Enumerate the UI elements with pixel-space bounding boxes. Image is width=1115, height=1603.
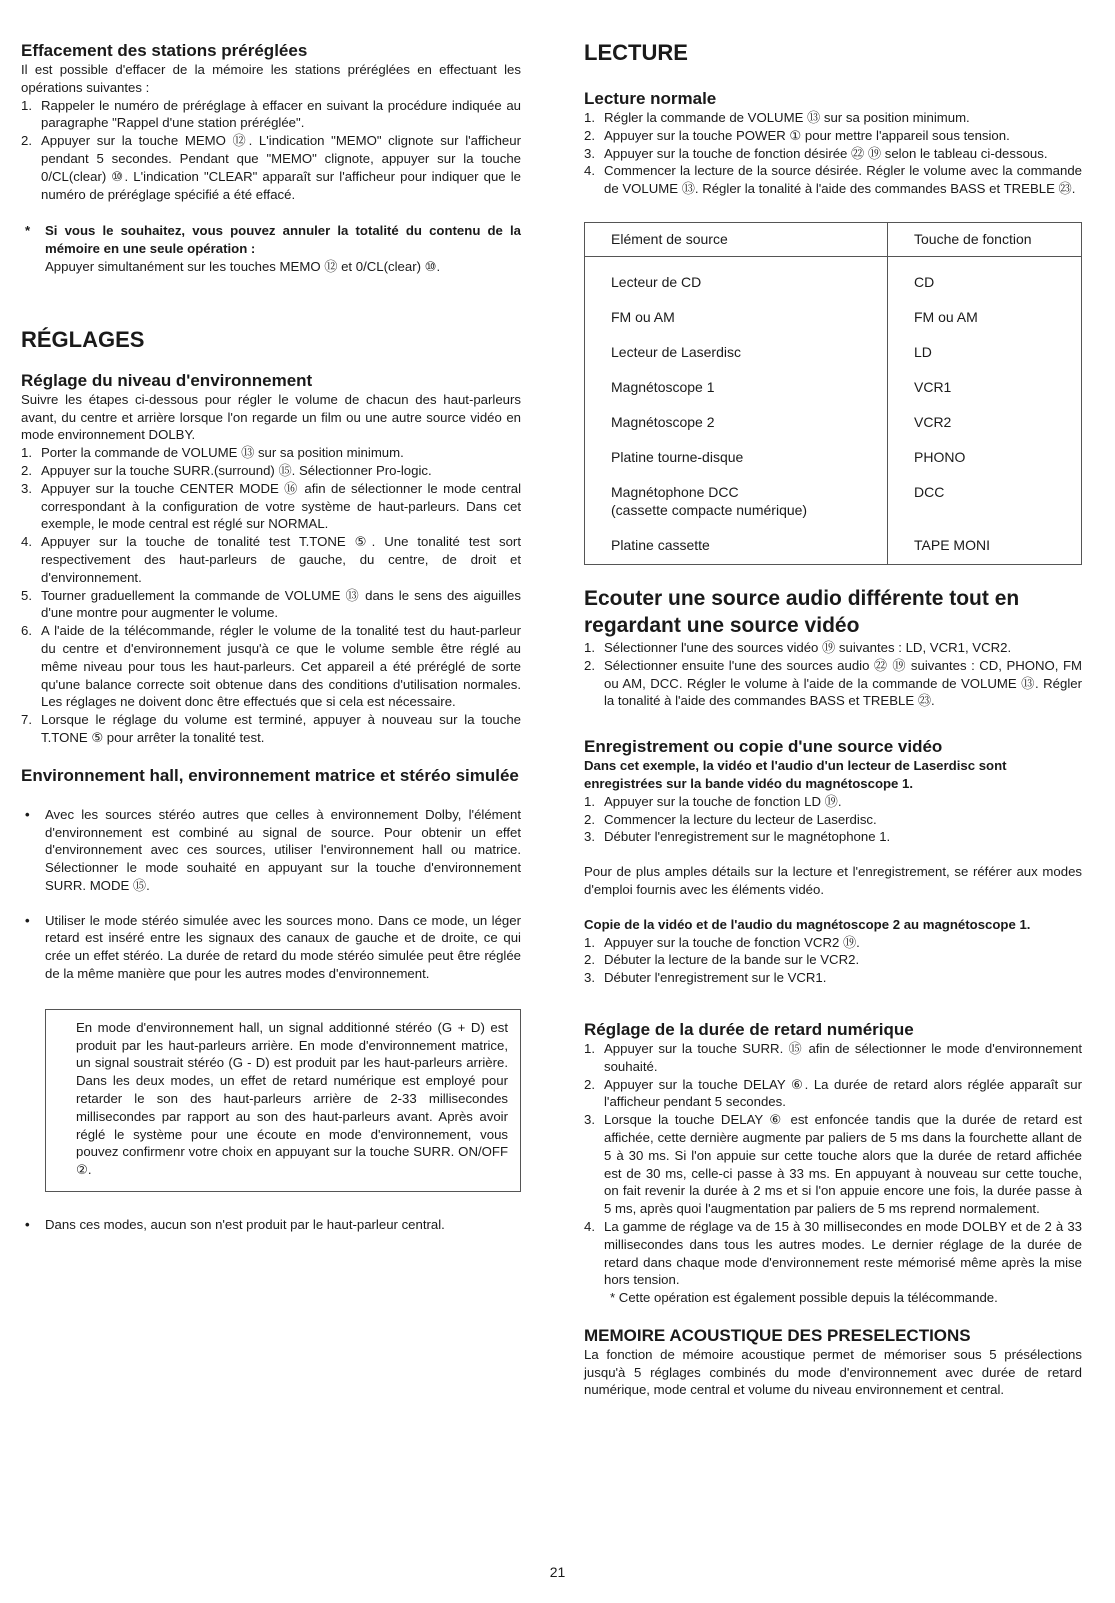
list-item: 5. Tourner graduellement la commande de VOLUME ⑬ dans le sens des aiguilles d'une montre pour augmenter le volume.: [21, 587, 521, 621]
table-row: [585, 474, 1082, 527]
niveau-steps: [21, 444, 521, 747]
list-item: 3. Appuyer sur la touche de fonction désirée ㉒ ⑲ selon le tableau ci-dessous.: [584, 145, 1048, 161]
list-item: 1. Régler la commande de VOLUME ⑬ sur sa position minimum.: [584, 110, 970, 125]
retard-steps: [584, 1040, 1082, 1289]
lecture-title: LECTURE: [584, 40, 688, 65]
list-item: 2. Appuyer sur la touche SURR.(surround) ⑮. Sélectionner Pro-logic.: [21, 462, 432, 478]
list-item: 2. Appuyer sur la touche MEMO ⑫. L'indication "MEMO" clignote sur l'afficheur pendant 5 secondes. Pendant que "MEMO" clignote, appuyer sur la touche 0/CL(clear) ⑩. L'indication "CLEAR" apparaît sur l'afficheur pour indiquer que le numéro de préréglage spécifié a été effacé.: [21, 133, 521, 202]
table-cell: Lecteur de CD: [585, 256, 888, 299]
table-row: [585, 334, 1082, 369]
niveau-intro: Suivre les étapes ci-dessous pour régler le volume de chacun des haut-parleurs avant, du centre et arrière lorsque l'on regarde un film ou une autre source vidéo en mode environnement DOLBY.: [21, 391, 521, 443]
table-cell: VCR1: [914, 378, 952, 395]
copie-steps: [584, 934, 1082, 987]
table-row: [585, 299, 1082, 334]
effacement-bullet-text: Appuyer simultanément sur les touches MEMO ⑫ et 0/CL(clear) ⑩.: [45, 258, 441, 274]
table-row: [585, 256, 1082, 299]
left-column: [21, 40, 521, 1234]
copie-title: Copie de la vidéo et de l'audio du magnétoscope 2 au magnétoscope 1.: [584, 916, 1031, 932]
environnement-title: Environnement hall, environnement matrice et stéréo simulée: [21, 765, 519, 785]
source-table: [584, 222, 1082, 565]
effacement-intro: Il est possible d'effacer de la mémoire les stations préréglées en effectuant les opérations suivantes :: [21, 62, 521, 95]
reglages-title: RÉGLAGES: [21, 326, 145, 352]
list-item: 2. Débuter la lecture de la bande sur le VCR2.: [584, 952, 860, 968]
effacement-steps: [21, 97, 521, 204]
table-header-row: [585, 222, 1082, 256]
memoire-title: MEMOIRE ACOUSTIQUE DES PRESELECTIONS: [584, 1325, 971, 1345]
table-cell: TAPE MONI: [914, 536, 990, 553]
enregistrement-title: Enregistrement ou copie d'une source vidéo: [584, 737, 943, 757]
list-item: 1. Appuyer sur la touche de fonction VCR2 ⑲.: [584, 934, 860, 950]
list-item: 4. Commencer la lecture de la source désirée. Régler le volume avec la commande de VOLUME ⑬. Régler la tonalité à l'aide des commandes BASS et TREBLE ㉓.: [584, 163, 1082, 197]
table-row: [585, 527, 1082, 564]
page-number: 21: [549, 1564, 566, 1580]
right-column: [584, 40, 1082, 1399]
section-enregistrement: [584, 736, 1082, 987]
list-item: 1. Sélectionner l'une des sources vidéo ⑲ suivantes : LD, VCR1, VCR2.: [584, 639, 1012, 655]
environnement-bullet-2: • Utiliser le mode stéréo simulée avec les sources mono. Dans ce mode, un léger retard est inséré entre les signaux des canaux de gauche et de droite, ce qui crée un effet stéréo. La durée de retard du mode stéréo simulée peut être réglée de la même manière que pour les autres modes d'environnement.: [25, 912, 521, 982]
effacement-bullet-bold: Si vous le souhaitez, vous pouvez annuler la totalité du contenu de la mémoire en une seule opération :: [45, 223, 521, 257]
enregistrement-steps: [584, 793, 1082, 846]
memoire-text: La fonction de mémoire acoustique permet de mémoriser sous 5 présélections jusqu'à 5 réglages combinés du mode d'environnement avec durée de retard numérique, mode central et volume du niveau environnement et central.: [584, 1346, 1082, 1398]
table-cell: Magnétoscope 1: [585, 369, 888, 404]
list-item: 2. Appuyer sur la touche DELAY ⑥. La durée de retard alors réglée apparaît sur l'afficheur pendant 5 secondes.: [584, 1076, 1082, 1110]
retard-title: Réglage de la durée de retard numérique: [584, 1019, 914, 1039]
list-item: 2. Sélectionner ensuite l'une des sources audio ㉒ ⑲ suivantes : CD, PHONO, FM ou AM, DCC. Régler le volume à l'aide de la commande de VOLUME ⑬. Régler la tonalité à l'aide des commandes BASS et TREBLE ㉓.: [584, 657, 1082, 709]
list-item: 1. Rappeler le numéro de préréglage à effacer en suivant la procédure indiquée au paragraphe "Rappel d'une station préréglée".: [21, 97, 521, 131]
section-reglages: [21, 327, 521, 1234]
list-item: 3. Débuter l'enregistrement sur le magnétophone 1.: [584, 829, 891, 845]
list-item: 1. Porter la commande de VOLUME ⑬ sur sa position minimum.: [21, 445, 404, 461]
lecture-steps: [584, 109, 1082, 198]
section-memoire: [584, 1325, 1082, 1399]
list-item: 3. Lorsque la touche DELAY ⑥ est enfoncée tandis que la durée de retard est affichée, cette dernière augmente par paliers de 5 ms dans la fourchette allant de 5 à 30 ms. Si l'on appuie sur cette touche alors que la durée de retard affichée est de 30 ms, celle-ci passe à 33 ms. En appuyant à nouveau sur cette touche, on fait revenir la durée à 2 ms et si l'on appuie encore une fois, la durée passe à 5 ms, après quoi l'augmentation par paliers de 5 ms reprend normalement.: [584, 1112, 1082, 1217]
section-effacement: [21, 40, 521, 276]
list-item: 1. Appuyer sur la touche SURR. ⑮ afin de sélectionner le mode d'environnement souhaité.: [584, 1040, 1082, 1074]
table-cell: Lecteur de Laserdisc: [585, 334, 888, 369]
lecture-normale-title: Lecture normale: [584, 89, 717, 108]
enregistrement-note: Pour de plus amples détails sur la lecture et l'enregistrement, se référer aux modes d'emploi fournis avec les éléments vidéo.: [584, 864, 1082, 897]
table-cell: PHONO: [914, 448, 966, 465]
section-retard: [584, 1019, 1082, 1307]
list-item: 3. Débuter l'enregistrement sur le VCR1.: [584, 970, 827, 986]
environnement-bullet-3: • Dans ces modes, aucun son n'est produit par le haut-parleur central.: [25, 1217, 445, 1233]
table-row: [585, 404, 1082, 439]
list-item: 6. A l'aide de la télécommande, régler le volume de la tonalité test du haut-parleur du centre et d'environnement jusqu'à ce que le volume semble être réglé au même niveau pour tous les haut-parleurs. Cet appareil a été préréglé de sorte qu'une balance correcte soit obtenue dans des conditions d'utilisation normales. Les réglages ne doivent donc être effectués que si cela est nécessaire.: [21, 623, 521, 710]
retard-note: * Cette opération est également possible depuis la télécommande.: [610, 1290, 998, 1306]
list-item: 3. Appuyer sur la touche CENTER MODE ⑯ afin de sélectionner le mode central correspondant à la configuration de votre système de haut-parleurs. Dans cet exemple, le mode central est réglé sur NORMAL.: [21, 480, 521, 532]
list-item: 2. Appuyer sur la touche POWER ① pour mettre l'appareil sous tension.: [584, 127, 1010, 143]
note-box: En mode d'environnement hall, un signal additionné stéréo (G + D) est produit par les haut-parleurs arrière. En mode d'environnement matrice, un signal soustrait stéréo (G - D) est produit par les haut-parleurs arrière. Dans les deux modes, un effet de retard numérique est employé pour retarder le son des haut-parleurs arrière de 2-33 millisecondes millisecondes par rapport au son des haut-parleurs avant. Après avoir réglé le système pour une écoute en mode d'environnement, vous pouvez confirmenr votre choix en appuyant sur la touche SURR. ON/OFF ②.: [45, 1009, 521, 1192]
table-cell: FM ou AM: [585, 299, 888, 334]
table-cell: FM ou AM: [914, 308, 978, 325]
enregistrement-example: Dans cet exemple, la vidéo et l'audio d'un lecteur de Laserdisc sont enregistrées sur la bande vidéo du magnétoscope 1.: [584, 758, 1007, 791]
table-row: [585, 369, 1082, 404]
effacement-bullet: * Si vous le souhaitez, vous pouvez annuler la totalité du contenu de la mémoire en une seule opération : Appuyer simultanément sur les touches MEMO ⑫ et 0/CL(clear) ⑩.: [25, 223, 521, 274]
section-ecouter: [584, 585, 1082, 710]
table-cell: Platine tourne-disque: [585, 439, 888, 474]
table-cell: DCC: [914, 483, 945, 500]
list-item: 7. Lorsque le réglage du volume est terminé, appuyer à nouveau sur la touche T.TONE ⑤ pour arrêter la tonalité test.: [21, 712, 521, 745]
table-cell: Magnétophone DCC (cassette compacte numérique): [585, 474, 888, 527]
table-cell: LD: [914, 343, 932, 360]
ecouter-title: Ecouter une source audio différente tout en regardant une source vidéo: [584, 586, 1020, 637]
table-cell: CD: [914, 273, 935, 290]
ecouter-steps: [584, 639, 1082, 710]
table-cell: Platine cassette: [585, 527, 888, 564]
list-item: 4. Appuyer sur la touche de tonalité test T.TONE ⑤. Une tonalité test sort respectivement des haut-parleurs de gauche, du centre, de droit et d'environnement.: [21, 534, 521, 585]
table-header-cell: Elément de source: [585, 222, 888, 256]
niveau-title: Réglage du niveau d'environnement: [21, 370, 313, 390]
table-cell: VCR2: [914, 413, 952, 430]
table-row: [585, 439, 1082, 474]
section-lecture: [584, 40, 1082, 198]
list-item: 1. Appuyer sur la touche de fonction LD ⑲.: [584, 793, 842, 809]
table-cell: Magnétoscope 2: [585, 404, 888, 439]
table-header-cell: Touche de fonction: [888, 222, 1082, 256]
environnement-bullet-1: • Avec les sources stéréo autres que celles à environnement Dolby, l'élément d'environnement est combiné au signal de source. Pour obtenir un effet d'environnement avec ces sources, utiliser l'environnement hall ou matrice. Sélectionner le mode souhaité en appuyant sur la touche d'environnement SURR. MODE ⑮.: [25, 806, 521, 893]
list-item: 4. La gamme de réglage va de 15 à 30 millisecondes en mode DOLBY et de 2 à 33 millisecondes dans tous les autres modes. Le dernier réglage de la durée de retard dans chaque mode d'environnement reste mémorisé même après la mise hors tension.: [584, 1218, 1082, 1288]
effacement-title: Effacement des stations préréglées: [21, 41, 308, 60]
list-item: 2. Commencer la lecture du lecteur de Laserdisc.: [584, 811, 877, 827]
